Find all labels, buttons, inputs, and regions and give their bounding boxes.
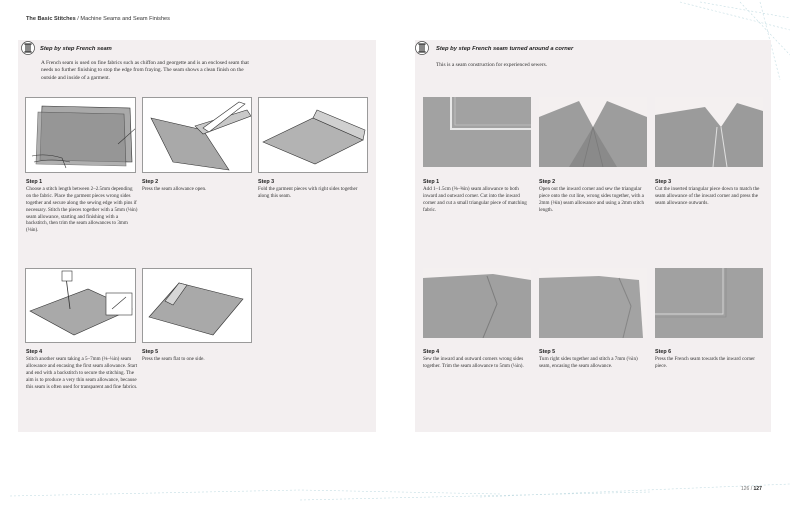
right-step-6: Step 6 Press the French seam towards the inward corner piece.	[655, 349, 756, 369]
left-section-title: Step by step French seam	[40, 46, 112, 52]
left-intro: A French seam is used on fine fabrics such as chiffon and georgette and is an enclosed seam that needs no further finishing to stop the edge from fraying. The seam shows a clean finish on the outside and inside of a garment.	[41, 60, 249, 81]
running-header: The Basic Stitches / Machine Seams and Seam Finishes	[26, 16, 170, 22]
left-step-4: Step 4 Stitch another seam taking a 5–7mm (⅛–¼in) seam allowance and encasing the first seam allowance. Start and end with a backstitch to secure the stitching. The aim is to produce a very thin seam allowance, because this seam is often used for transparent and fine fabrics.	[26, 349, 138, 390]
right-step-3: Step 3 Cut the inserted triangular piece down to match the seam allowance of the inward corner and press the seam allowance outwards.	[655, 179, 760, 206]
right-step-4: Step 4 Sew the inward and outward corners wrong sides together. Trim the seam allowance to 5mm (¼in).	[423, 349, 524, 369]
step-1-illustration	[25, 97, 136, 173]
step-6-photo	[655, 268, 763, 338]
right-intro: This is a seam construction for experienced sewers.	[436, 62, 548, 68]
step-1-photo	[423, 97, 531, 167]
right-step-2: Step 2 Open out the inward corner and sew the triangular piece onto the cut line, wrong sides together, with a 2mm (⅛in) seam allowance and using a 2mm stitch length.	[539, 179, 645, 213]
left-step-3: Step 3 Fold the garment pieces with right sides together along this seam.	[258, 179, 358, 199]
left-step-5: Step 5 Press the seam flat to one side.	[142, 349, 205, 362]
step-4-photo	[423, 268, 531, 338]
step-2-illustration	[142, 97, 252, 173]
step-3-illustration	[258, 97, 368, 173]
right-step-1: Step 1 Add 1–1.5cm (⅜–⅝in) seam allowance to both inward and outward corner. Cut into the inward corner and cut a small triangular piece of matching fabric.	[423, 179, 527, 213]
page-numbers: 126 / 127	[741, 486, 762, 492]
step-5-illustration	[142, 268, 252, 343]
step-5-photo	[539, 268, 647, 338]
step-2-photo	[539, 97, 647, 167]
spool-icon	[415, 41, 429, 55]
right-section-title: Step by step French seam turned around a corner	[436, 46, 574, 52]
left-step-2: Step 2 Press the seam allowance open.	[142, 179, 207, 192]
step-4-illustration	[25, 268, 136, 343]
right-step-5: Step 5 Turn right sides together and stitch a 7mm (¼in) seam, encasing the seam allowance.	[539, 349, 638, 369]
step-3-photo	[655, 97, 763, 167]
left-step-1: Step 1 Choose a stitch length between 2–2.5mm depending on the fabric. Place the garment pieces wrong sides together and secure along the sewing edge with pins if necessary. Stitch the pieces together with a 5mm (⅛in) seam allowance, starting and finishing with a backstitch, then trim the seam allowances to 3mm (⅛in).	[26, 179, 138, 234]
spool-icon	[21, 41, 35, 55]
